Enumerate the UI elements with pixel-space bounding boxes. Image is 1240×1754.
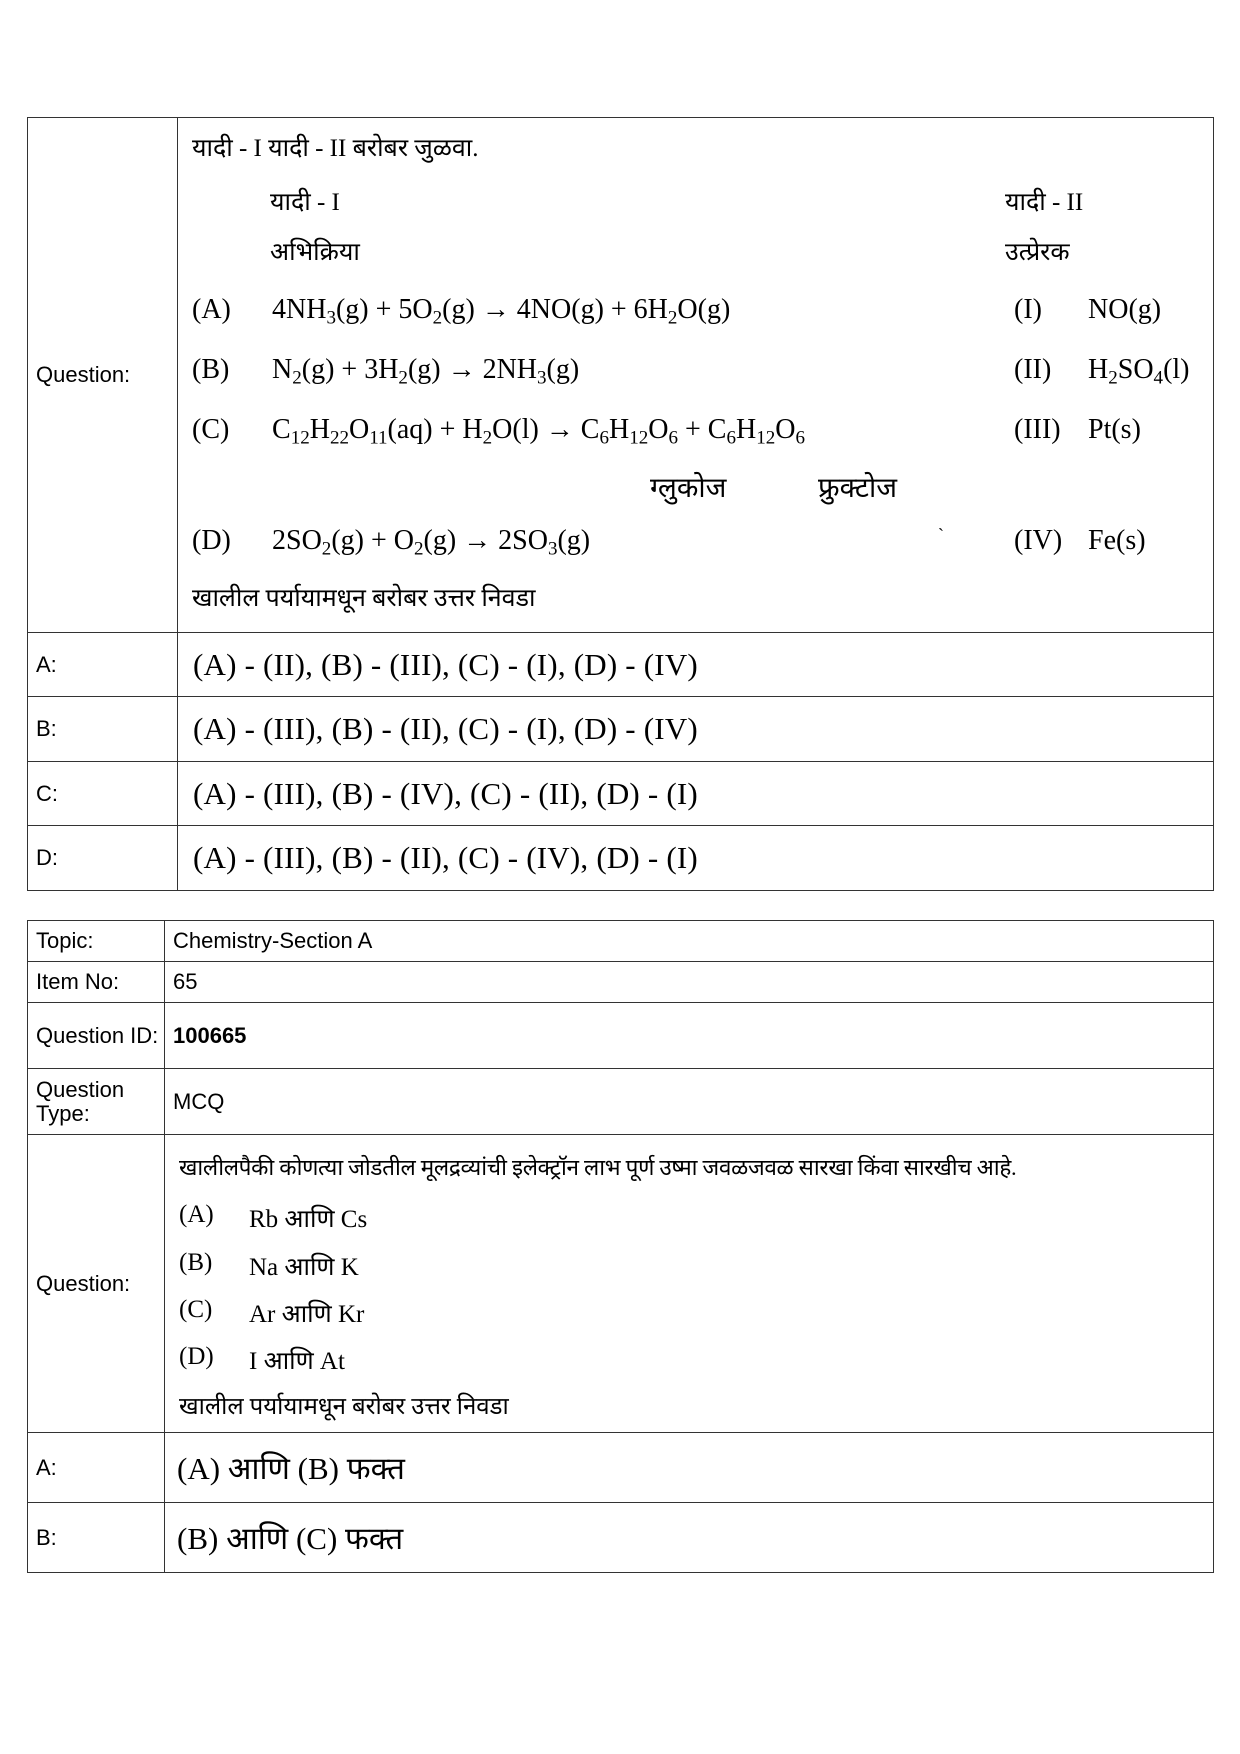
reaction-tag-b: (B) [192,354,230,385]
reaction-equation-b: $N_2(g) + 3H_2(g) \to 2NH_3(g)$ [272,354,580,389]
topic-label: Topic: [28,921,165,962]
item-tag-a: (A) [179,1201,214,1228]
question-table-1 [27,117,1214,891]
option-label-b: B: [28,697,178,762]
option-row-c[interactable] [28,762,1214,826]
question-footer-2: खालील पर्यायामधून बरोबर उत्तर निवडा [179,1394,509,1420]
catalyst-tag-ii: (II) [1014,354,1052,385]
topic-value: Chemistry-Section A [165,921,1214,962]
option-text-2b[interactable]: (B) आणि (C) फक्त [165,1503,1214,1573]
question-footer: खालील पर्यायामधून बरोबर उत्तर निवडा [192,585,536,612]
item-text-c: Ar आणि Kr [249,1301,365,1328]
catalyst-tag-iv: (IV) [1014,525,1063,556]
reaction-tag-a: (A) [192,294,231,325]
option-text-a[interactable]: (A) - (II), (B) - (III), (C) - (I), (D) - (IV) [178,633,1214,697]
question-body-2 [165,1135,1214,1433]
option-row-a[interactable] [28,633,1214,697]
reaction-equation-d: $2SO_2(g) + O_2(g) \to 2SO_3(g)$ [272,525,591,560]
catalyst-iv: Fe(s) [1088,525,1146,556]
option-label-a: A: [28,633,178,697]
qid-label: Question ID: [28,1003,165,1069]
question-label: Question: [28,118,178,633]
item-tag-c: (C) [179,1296,213,1323]
reaction-tag-d: (D) [192,525,231,556]
option-label-d: D: [28,826,178,891]
list1-subtitle: अभिक्रिया [270,239,360,266]
reaction-equation-c: $C_{12}H_{22}O_{11}(aq) + H_2O(l) \to C_6H_{12}O_6 + C_6H_{12}O_6$ [272,414,806,449]
item-text-b: Na आणि K [249,1254,359,1281]
item-label: Item No: [28,962,165,1003]
option-label-c: C: [28,762,178,826]
option-row-2a[interactable] [28,1433,1214,1503]
glucose-label: ग्लुकोज [650,473,727,504]
question-row-2 [28,1135,1214,1433]
question-body [178,118,1214,633]
question-table-2 [27,920,1214,1573]
fructose-label: फ्रुक्टोज [818,473,897,504]
item-text-a: Rb आणि Cs [249,1206,368,1233]
item-text-d: I आणि At [249,1348,345,1375]
item-row [28,962,1214,1003]
option-row-d[interactable] [28,826,1214,891]
stray-mark: ` [938,525,944,545]
qid-value: 100665 [165,1003,1214,1069]
option-row-b[interactable] [28,697,1214,762]
option-text-2a[interactable]: (A) आणि (B) फक्त [165,1433,1214,1503]
question-label-2: Question: [28,1135,165,1433]
item-tag-b: (B) [179,1249,213,1276]
item-tag-d: (D) [179,1343,214,1370]
catalyst-tag-i: (I) [1014,294,1042,325]
option-text-d[interactable]: (A) - (III), (B) - (II), (C) - (IV), (D) - (I) [178,826,1214,891]
qtype-label: Question Type: [28,1069,165,1135]
catalyst-ii: $H_2SO_4(l)$ [1088,354,1190,389]
list2-title: यादी - II [1005,189,1084,216]
catalyst-iii: Pt(s) [1088,414,1141,445]
option-row-2b[interactable] [28,1503,1214,1573]
reaction-tag-c: (C) [192,414,230,445]
option-label-2a: A: [28,1433,165,1503]
question-row [28,118,1214,633]
qtype-row [28,1069,1214,1135]
option-text-c[interactable]: (A) - (III), (B) - (IV), (C) - (II), (D) - (I) [178,762,1214,826]
question-stem: खालीलपैकी कोणत्या जोडतील मूलद्रव्यांची इलेक्ट्रॉन लाभ पूर्ण उष्मा जवळजवळ सारखा किंवा सारखीच आहे. [179,1155,1017,1180]
qtype-value: MCQ [165,1069,1214,1135]
list1-title: यादी - I [270,189,340,216]
topic-row [28,921,1214,962]
list2-subtitle: उत्प्रेरक [1005,239,1070,266]
item-value: 65 [165,962,1214,1003]
reaction-equation-a: $4NH_3(g) + 5O_2(g) \to 4NO(g) + 6H_2O(g)$ [272,294,731,329]
catalyst-i: NO(g) [1088,294,1162,325]
catalyst-tag-iii: (III) [1014,414,1061,445]
instruction: यादी - I यादी - II बरोबर जुळवा. [192,135,479,162]
option-label-2b: B: [28,1503,165,1573]
qid-row [28,1003,1214,1069]
option-text-b[interactable]: (A) - (III), (B) - (II), (C) - (I), (D) - (IV) [178,697,1214,762]
